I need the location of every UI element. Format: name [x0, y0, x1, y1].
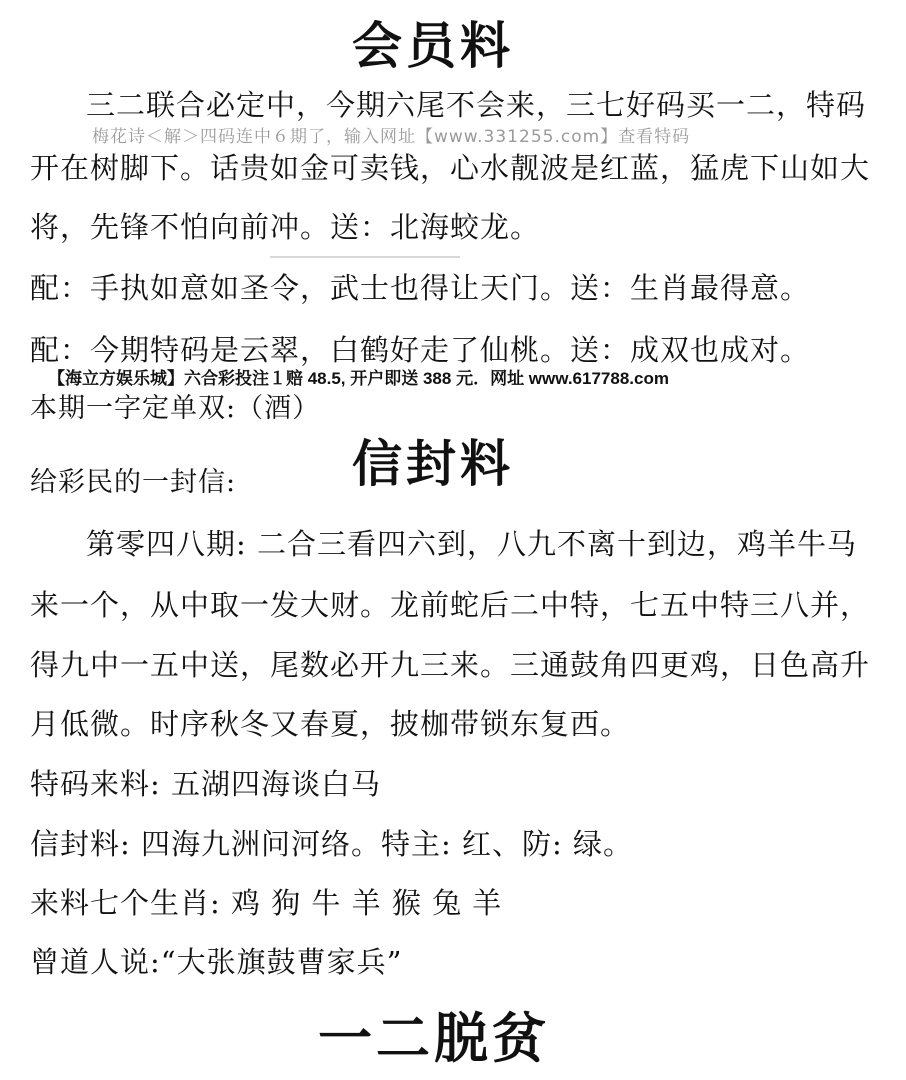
title-member-material: 会员料 [352, 16, 514, 75]
member-line-2: 开在树脚下。话贵如金可卖钱，心水靓波是红蓝，猛虎下山如大 [30, 151, 871, 185]
letter-line-2: 来一个，从中取一发大财。龙前蛇后二中特，七五中特三八并， [30, 588, 871, 622]
member-line-5: 配：今期特码是云翠，白鹤好走了仙桃。送：成双也成对。 [30, 333, 811, 367]
advertisement-banner: 【海立方娱乐城】六合彩投注１赔 48.5, 开户即送 388 元．网址 www.617788.com [48, 369, 669, 388]
special-code-line: 特码来料: 五湖四海谈白马 [30, 767, 381, 801]
letter-greeting: 给彩民的一封信: [30, 467, 237, 498]
single-double-line: 本期一字定单双:（酒） [30, 393, 321, 424]
letter-line-4: 月低微。时序秋冬又春夏，披枷带锁东复西。 [30, 707, 631, 741]
member-line-4: 配：手执如意如圣令，武士也得让天门。送：生肖最得意。 [30, 271, 811, 305]
letter-material-line: 信封料: 四海九洲问河络。特主: 红、防: 绿。 [30, 827, 633, 861]
member-line-3: 将，先锋不怕向前冲。送：北海蛟龙。 [30, 210, 541, 244]
title-poverty-escape: 一二脱贫 [318, 1006, 550, 1070]
watermark-text: 梅花诗＜解＞四码连中６期了，输入网址【www.331255.com】查看特码 [92, 127, 691, 147]
zodiac-line: 来料七个生肖: 鸡 狗 牛 羊 猴 兔 羊 [30, 886, 503, 920]
letter-line-3: 得九中一五中送，尾数必开九三来。三通鼓角四更鸡，日色高升 [30, 648, 871, 682]
member-line-1: 三二联合必定中，今期六尾不会来，三七好码买一二，特码 [86, 88, 867, 122]
taoist-quote-line: 曾道人说:“大张旗鼓曹家兵” [30, 945, 403, 979]
letter-line-1: 第零四八期: 二合三看四六到，八九不离十到边，鸡羊牛马 [86, 527, 857, 561]
title-letter-material: 信封料 [352, 434, 514, 493]
scan-artifact [270, 256, 460, 258]
